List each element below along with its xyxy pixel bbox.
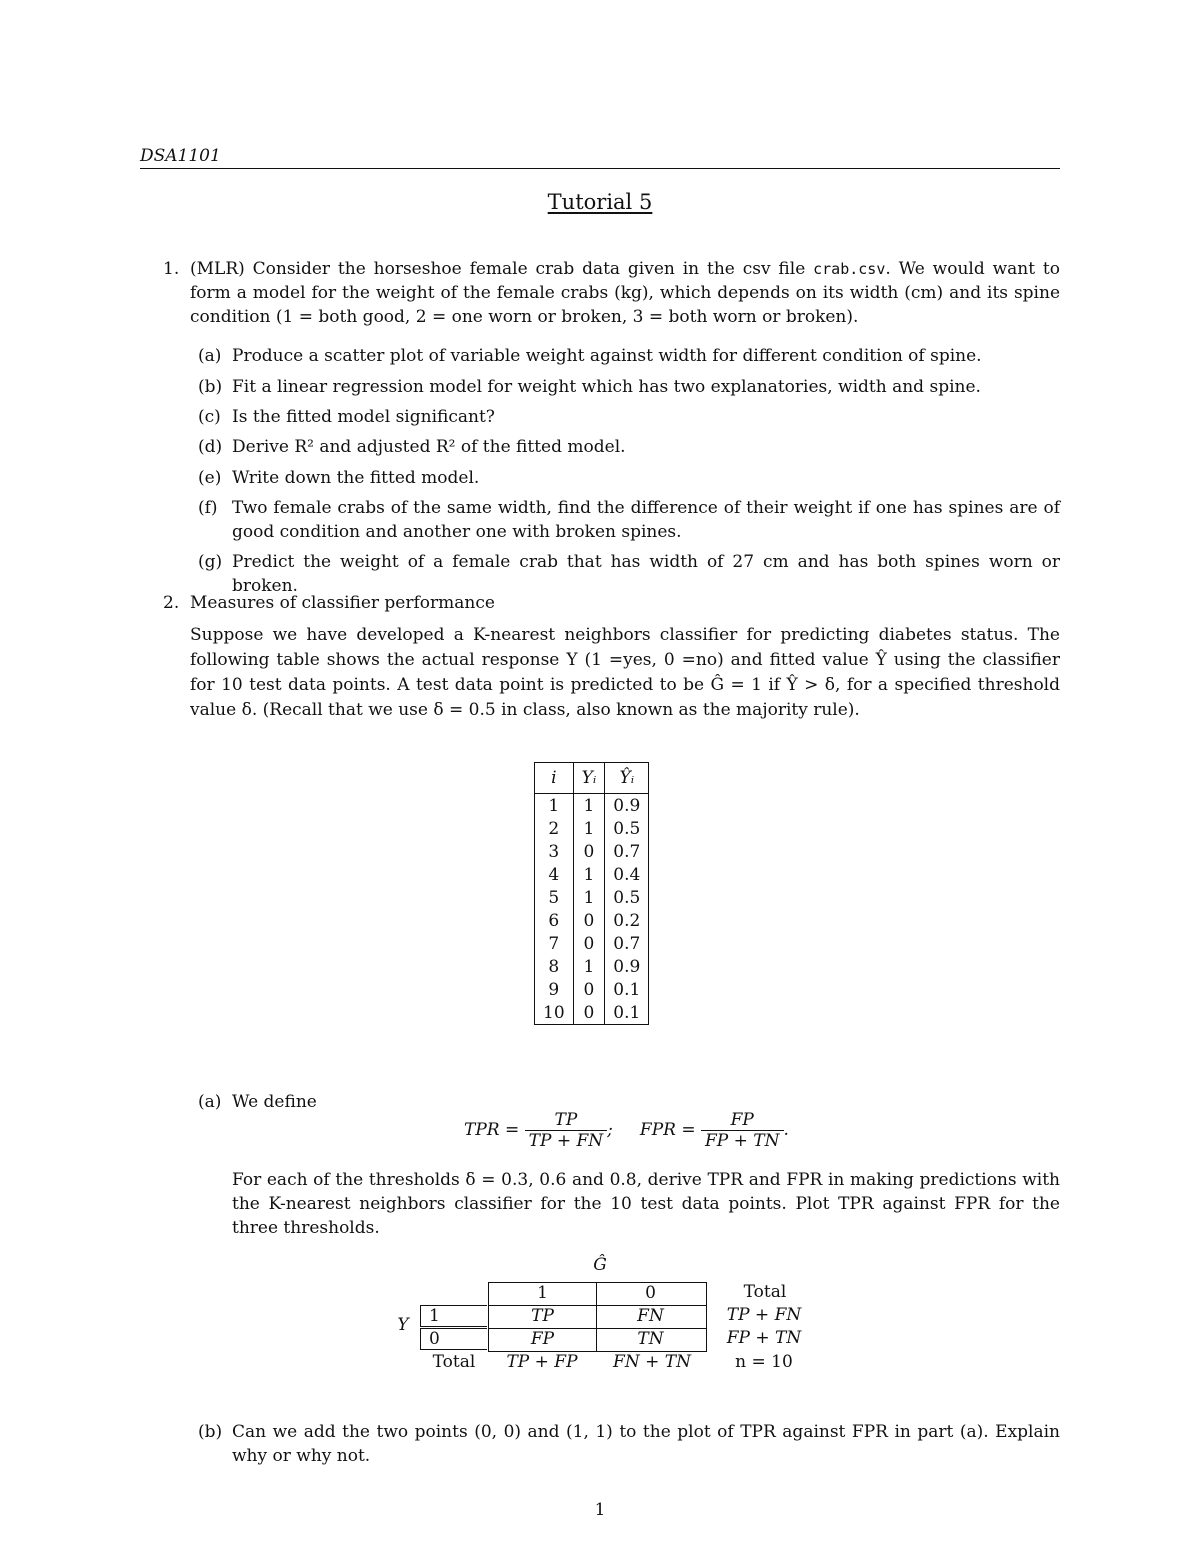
confusion-tp: TP bbox=[488, 1305, 597, 1329]
confusion-fn-tn: FN + TN bbox=[613, 1352, 691, 1372]
table-row: 9 0 0.1 bbox=[535, 978, 649, 1001]
document-page: DSA1101 Tutorial 5 1. (MLR) Consider the horseshoe female crab data given in the csv file crab.csv. We would want to form a model for the weight of the female crabs (kg), which depends on its width (cm) and its spine condition (1 = both good, 2 = one worn or broken, 3 = both worn or broken). (a) Produce a scatter plot of variable weight against width for different condition of spine. (b) Fit a linear regression model for weight which has two explanatories, width and spine. (c) Is the fitted model significant? (d) Derive R² and adjusted R² of the fitted model. (e) Write down the fitted model. (f) Two female crabs of the same width, find the difference of their weight if one has spines are of good condition and another one with broken spines. (g) Predict the weight of a female crab that has width of 27 cm and has both spines worn or broken. 2. Measures of classifier performance Suppose we have developed a K-nearest neighbors classifier for predicting diabetes status. The following table shows the actual response Y (1 =yes, 0 =no) and fitted value Ŷ using the classifier for 10 test data points. A test data point is predicted to be Ĝ = 1 if Ŷ > δ, for a specified threshold value δ. (Recall that we use δ = 0.5 in class, also known as the majority rule). i Yᵢ Ŷᵢ 1 1 0.9 2 1 0.5 3 0 0.7 4 1 0.4 5 1 0.5 6 0 0.2 7 0 0.7 8 1 0.9 9 0 0.1 10 0 0.1 (a) We define TPR = $\frac{TP}{TP + FN}$ ; FPR = $\frac{FP}{FP + TN}$ . For each of the thresholds δ = 0.3, 0.6 and 0.8, derive TPR and FPR in making predictions with the K-nearest neighbors classifier for the 10 test data points. Plot TPR against FPR for the three thresholds. Ĝ Y 1 0 Total 1 TP FN TP + FN 0 FP TN FP + TN Total TP + FP FN + TN n = 10 (b) Can we add the two points (0, 0) and (1, 1) to the plot of TPR against FPR in part (a). Explain why or why not. 1 bbox=[0, 0, 1200, 1553]
page-number: 1 bbox=[594, 1500, 606, 1520]
tpr-fpr-formula: TPR = $\frac{TP}{TP + FN}$ ; FPR = $\frac{FP}{FP + TN}$ . bbox=[464, 1110, 789, 1151]
table-header-y: Yᵢ bbox=[573, 763, 605, 794]
page-title: Tutorial 5 bbox=[547, 190, 653, 214]
confusion-total-header: Total bbox=[743, 1282, 787, 1302]
q1-text: (MLR) Consider the horseshoe female crab data given in the csv file crab.csv. We would want to form a model for the weight of the female crabs (kg), which depends on its width (cm) and its spine condition (1 = both good, 2 = one worn or broken, 3 = both worn or broken). bbox=[190, 259, 1060, 327]
table-row: 10 0 0.1 bbox=[535, 1001, 649, 1025]
confusion-tp-fp: TP + FP bbox=[506, 1352, 578, 1372]
confusion-row-var: Y bbox=[397, 1315, 409, 1335]
confusion-total-row: Total bbox=[432, 1352, 476, 1372]
table-header-i: i bbox=[535, 763, 574, 794]
q2-heading: Measures of classifier performance bbox=[190, 593, 495, 613]
confusion-matrix bbox=[0, 1255, 1200, 1375]
table-row: 8 1 0.9 bbox=[535, 955, 649, 978]
q2-number: 2. bbox=[163, 593, 180, 613]
q2-part-a-text: For each of the thresholds δ = 0.3, 0.6 and 0.8, derive TPR and FPR in making predictions with the K-nearest neighbors classifier for the 10 test data points. Plot TPR against FPR for the three thresholds. bbox=[232, 1170, 1060, 1238]
confusion-tn: TN bbox=[595, 1328, 707, 1352]
confusion-fp-tn: FP + TN bbox=[726, 1328, 802, 1348]
q2-intro: Suppose we have developed a K-nearest neighbors classifier for predicting diabetes status. The following table shows the actual response Y (1 =yes, 0 =no) and fitted value Ŷ using the classifier for 10 test data points. A test data point is predicted to be Ĝ = 1 if Ŷ > δ, for a specified threshold value δ. (Recall that we use δ = 0.5 in class, also known as the majority rule). bbox=[190, 625, 1060, 720]
confusion-n: n = 10 bbox=[735, 1352, 793, 1372]
table-row: 7 0 0.7 bbox=[535, 932, 649, 955]
tpr-fraction: $\frac{TP}{TP + FN}$ bbox=[525, 1110, 608, 1151]
confusion-col-var: Ĝ bbox=[593, 1255, 607, 1275]
table-row: 3 0 0.7 bbox=[535, 840, 649, 863]
table-row: 1 1 0.9 bbox=[535, 794, 649, 818]
table-row: 2 1 0.5 bbox=[535, 817, 649, 840]
confusion-fp: FP bbox=[488, 1328, 597, 1352]
confusion-row-1: 1 bbox=[420, 1305, 487, 1327]
confusion-row-0: 0 bbox=[420, 1328, 487, 1350]
response-table bbox=[534, 762, 649, 1025]
table-row: 5 1 0.5 bbox=[535, 886, 649, 909]
q1-filename: crab.csv bbox=[813, 260, 886, 278]
confusion-col-0: 0 bbox=[595, 1282, 707, 1306]
confusion-tp-fn: TP + FN bbox=[726, 1305, 802, 1325]
confusion-fn: FN bbox=[595, 1305, 707, 1329]
table-row: 4 1 0.4 bbox=[535, 863, 649, 886]
fpr-fraction: $\frac{FP}{FP + TN}$ bbox=[701, 1110, 784, 1151]
table-header-yhat: Ŷᵢ bbox=[605, 763, 649, 794]
page-header bbox=[140, 146, 1060, 169]
confusion-col-1: 1 bbox=[488, 1282, 597, 1306]
course-code: DSA1101 bbox=[140, 146, 221, 166]
table-row: 6 0 0.2 bbox=[535, 909, 649, 932]
q1-number: 1. bbox=[163, 259, 180, 279]
